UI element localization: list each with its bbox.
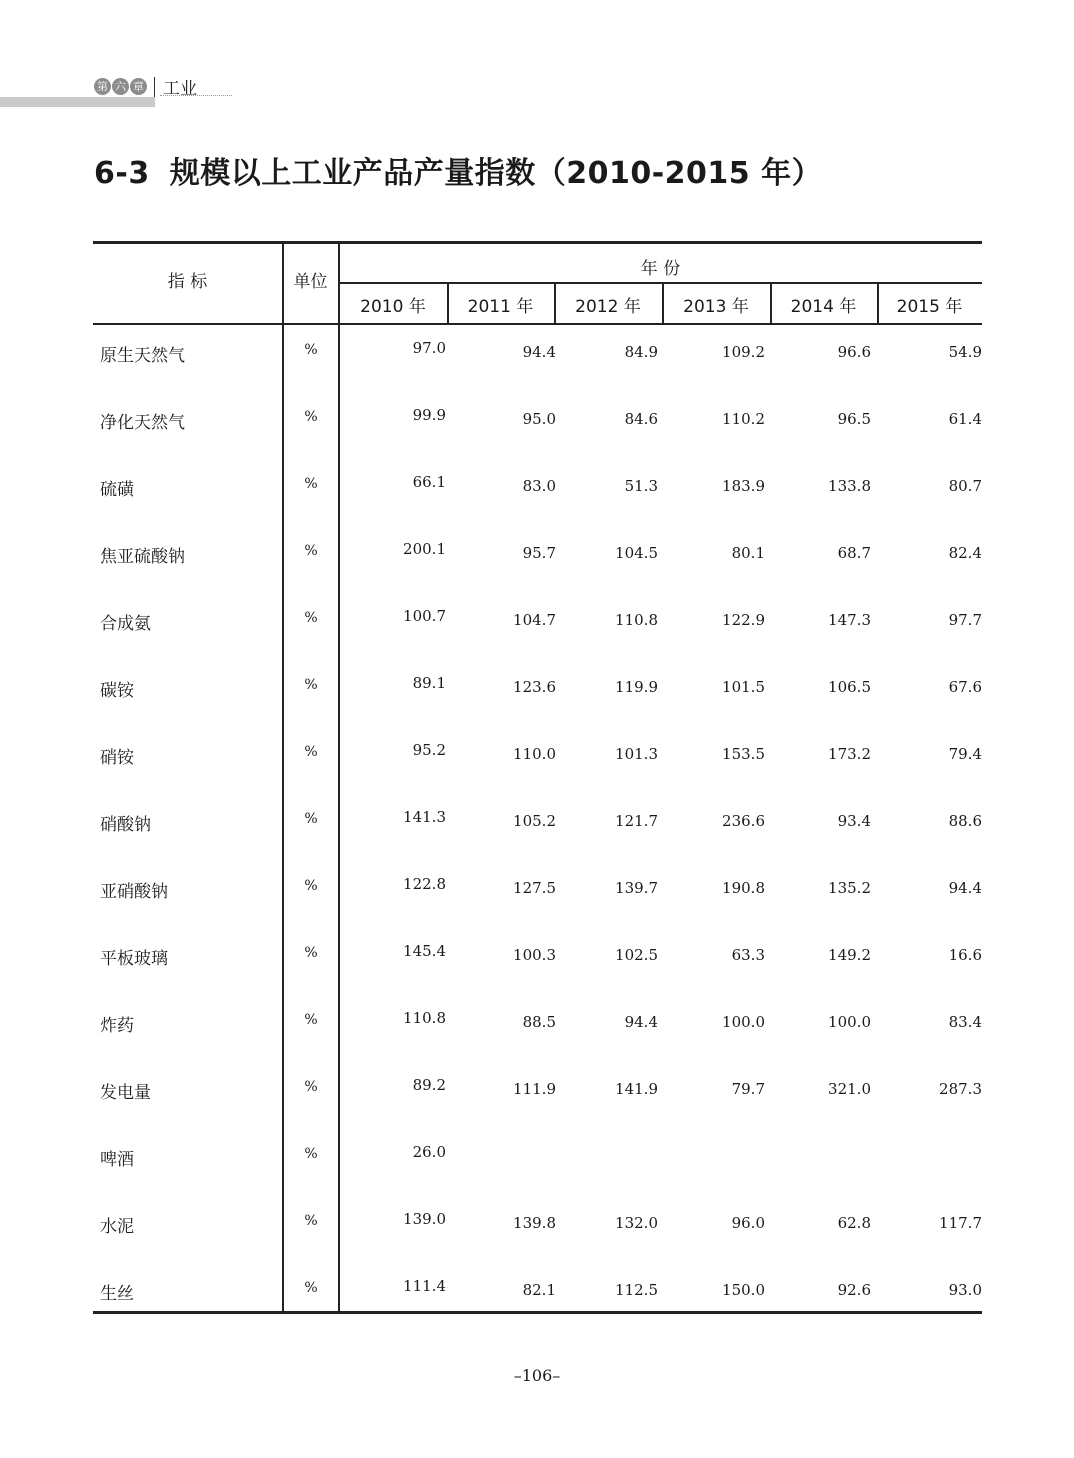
row-value: 106.5 xyxy=(828,678,871,696)
row-unit: % xyxy=(304,610,318,626)
table-title: 规模以上工业产品产量指数（2010-2015 年） xyxy=(169,156,823,191)
table-row xyxy=(93,728,982,795)
row-indicator-name: 净化天然气 xyxy=(100,413,185,433)
chapter-char: 章 xyxy=(130,78,147,95)
row-value: 110.0 xyxy=(513,745,556,763)
row-value: 117.7 xyxy=(939,1214,982,1232)
row-indicator-name: 硫磺 xyxy=(100,480,134,500)
row-indicator-name: 生丝 xyxy=(100,1284,134,1304)
row-value: 61.4 xyxy=(948,410,982,428)
row-value: 83.0 xyxy=(522,477,556,495)
row-value: 84.6 xyxy=(624,410,658,428)
row-value: 287.3 xyxy=(939,1080,982,1098)
page-number: –106– xyxy=(513,1366,561,1385)
row-value: 112.5 xyxy=(615,1281,658,1299)
row-value: 100.0 xyxy=(722,1013,765,1031)
row-value: 93.0 xyxy=(948,1281,982,1299)
table-row xyxy=(93,996,982,1063)
row-value: 122.8 xyxy=(403,875,446,893)
row-value: 147.3 xyxy=(828,611,871,629)
row-value: 141.9 xyxy=(615,1080,658,1098)
row-value: 153.5 xyxy=(722,745,765,763)
header-year: 2015 年 xyxy=(896,297,963,317)
row-value: 100.3 xyxy=(513,946,556,964)
row-value: 139.8 xyxy=(513,1214,556,1232)
row-value: 110.2 xyxy=(722,410,765,428)
row-value: 104.7 xyxy=(513,611,556,629)
table-row xyxy=(93,326,982,393)
row-indicator-name: 亚硝酸钠 xyxy=(100,882,168,902)
row-value: 89.1 xyxy=(412,674,446,692)
row-unit: % xyxy=(304,945,318,961)
header-bottom-rule xyxy=(93,323,982,325)
row-value: 132.0 xyxy=(615,1214,658,1232)
row-value: 101.3 xyxy=(615,745,658,763)
header-year: 2010 年 xyxy=(360,297,426,317)
row-unit: % xyxy=(304,476,318,492)
row-value: 122.9 xyxy=(722,611,765,629)
header-year: 2013 年 xyxy=(683,297,749,317)
table-row xyxy=(93,1063,982,1130)
header-indicator: 指 标 xyxy=(167,272,208,292)
row-unit: % xyxy=(304,543,318,559)
table-row xyxy=(93,594,982,661)
row-indicator-name: 啤酒 xyxy=(100,1150,134,1170)
row-indicator-name: 碳铵 xyxy=(100,681,134,701)
table-row xyxy=(93,929,982,996)
header-unit: 单位 xyxy=(293,272,328,292)
header-dotted-rule xyxy=(160,95,232,96)
row-indicator-name: 原生天然气 xyxy=(100,346,185,366)
row-value: 110.8 xyxy=(615,611,658,629)
row-unit: % xyxy=(304,1079,318,1095)
table-row xyxy=(93,862,982,929)
row-value: 111.9 xyxy=(513,1080,556,1098)
row-value: 94.4 xyxy=(624,1013,658,1031)
row-value: 102.5 xyxy=(615,946,658,964)
row-value: 200.1 xyxy=(403,540,446,558)
row-value: 97.0 xyxy=(412,339,446,357)
row-value: 54.9 xyxy=(948,343,982,361)
table-row xyxy=(93,1264,982,1331)
row-indicator-name: 平板玻璃 xyxy=(100,949,168,969)
year-column-divider xyxy=(662,283,664,323)
row-indicator-name: 硝铵 xyxy=(100,748,134,768)
row-value: 109.2 xyxy=(722,343,765,361)
table-row xyxy=(93,1130,982,1197)
row-value: 66.1 xyxy=(412,473,446,491)
row-value: 82.1 xyxy=(522,1281,556,1299)
row-value: 96.5 xyxy=(837,410,871,428)
row-value: 68.7 xyxy=(837,544,871,562)
row-value: 51.3 xyxy=(624,477,658,495)
row-value: 121.7 xyxy=(615,812,658,830)
year-group-rule xyxy=(339,282,982,284)
chapter-separator xyxy=(154,77,155,97)
row-value: 123.6 xyxy=(513,678,556,696)
row-value: 99.9 xyxy=(412,406,446,424)
row-unit: % xyxy=(304,1213,318,1229)
row-value: 150.0 xyxy=(722,1281,765,1299)
chapter-name: 工业 xyxy=(163,79,197,99)
row-value: 89.2 xyxy=(412,1076,446,1094)
table-row xyxy=(93,1197,982,1264)
row-value: 94.4 xyxy=(522,343,556,361)
row-value: 88.5 xyxy=(522,1013,556,1031)
row-value: 139.0 xyxy=(403,1210,446,1228)
row-value: 84.9 xyxy=(624,343,658,361)
header-year: 2012 年 xyxy=(575,297,641,317)
row-unit: % xyxy=(304,1012,318,1028)
row-value: 95.2 xyxy=(412,741,446,759)
row-value: 95.7 xyxy=(522,544,556,562)
row-value: 110.8 xyxy=(403,1009,446,1027)
row-unit: % xyxy=(304,878,318,894)
chapter-char: 第 xyxy=(94,78,111,95)
row-value: 141.3 xyxy=(403,808,446,826)
row-value: 79.4 xyxy=(948,745,982,763)
row-value: 321.0 xyxy=(828,1080,871,1098)
row-unit: % xyxy=(304,342,318,358)
year-column-divider xyxy=(877,283,879,323)
row-value: 16.6 xyxy=(948,946,982,964)
chapter-char: 六 xyxy=(112,78,129,95)
row-indicator-name: 炸药 xyxy=(100,1016,134,1036)
header-year: 2014 年 xyxy=(790,297,857,317)
table-top-rule xyxy=(93,241,982,244)
row-value: 139.7 xyxy=(615,879,658,897)
row-indicator-name: 焦亚硫酸钠 xyxy=(100,547,185,567)
row-value: 135.2 xyxy=(828,879,871,897)
table-row xyxy=(93,527,982,594)
table-row xyxy=(93,460,982,527)
row-unit: % xyxy=(304,744,318,760)
row-value: 83.4 xyxy=(948,1013,982,1031)
row-value: 67.6 xyxy=(948,678,982,696)
year-column-divider xyxy=(447,283,449,323)
row-value: 96.0 xyxy=(731,1214,765,1232)
row-value: 97.7 xyxy=(948,611,982,629)
row-value: 93.4 xyxy=(837,812,871,830)
row-unit: % xyxy=(304,811,318,827)
row-value: 62.8 xyxy=(837,1214,871,1232)
table-row xyxy=(93,661,982,728)
row-unit: % xyxy=(304,409,318,425)
row-value: 145.4 xyxy=(403,942,446,960)
row-value: 96.6 xyxy=(837,343,871,361)
row-indicator-name: 合成氨 xyxy=(100,614,151,634)
row-indicator-name: 发电量 xyxy=(100,1083,151,1103)
row-unit: % xyxy=(304,1280,318,1296)
row-value: 100.0 xyxy=(828,1013,871,1031)
row-value: 88.6 xyxy=(948,812,982,830)
row-value: 63.3 xyxy=(731,946,765,964)
row-value: 119.9 xyxy=(615,678,658,696)
row-indicator-name: 水泥 xyxy=(100,1217,134,1237)
header-year-group: 年 份 xyxy=(640,259,681,279)
row-unit: % xyxy=(304,1146,318,1162)
row-value: 82.4 xyxy=(948,544,982,562)
row-value: 100.7 xyxy=(403,607,446,625)
table-number: 6-3 xyxy=(94,156,150,191)
row-value: 94.4 xyxy=(948,879,982,897)
row-value: 104.5 xyxy=(615,544,658,562)
row-value: 101.5 xyxy=(722,678,765,696)
row-value: 149.2 xyxy=(828,946,871,964)
row-unit: % xyxy=(304,677,318,693)
row-value: 183.9 xyxy=(722,477,765,495)
row-value: 80.1 xyxy=(731,544,765,562)
row-value: 236.6 xyxy=(722,812,765,830)
row-value: 111.4 xyxy=(403,1277,446,1295)
row-value: 173.2 xyxy=(828,745,871,763)
table-row xyxy=(93,393,982,460)
row-value: 133.8 xyxy=(828,477,871,495)
header-year: 2011 年 xyxy=(467,297,534,317)
row-value: 79.7 xyxy=(731,1080,765,1098)
row-value: 95.0 xyxy=(522,410,556,428)
row-value: 92.6 xyxy=(837,1281,871,1299)
year-column-divider xyxy=(770,283,772,323)
row-value: 127.5 xyxy=(513,879,556,897)
page-title xyxy=(94,148,822,192)
row-value: 80.7 xyxy=(948,477,982,495)
table-row xyxy=(93,795,982,862)
row-indicator-name: 硝酸钠 xyxy=(100,815,151,835)
year-column-divider xyxy=(554,283,556,323)
row-value: 190.8 xyxy=(722,879,765,897)
row-value: 105.2 xyxy=(513,812,556,830)
row-value: 26.0 xyxy=(412,1143,446,1161)
